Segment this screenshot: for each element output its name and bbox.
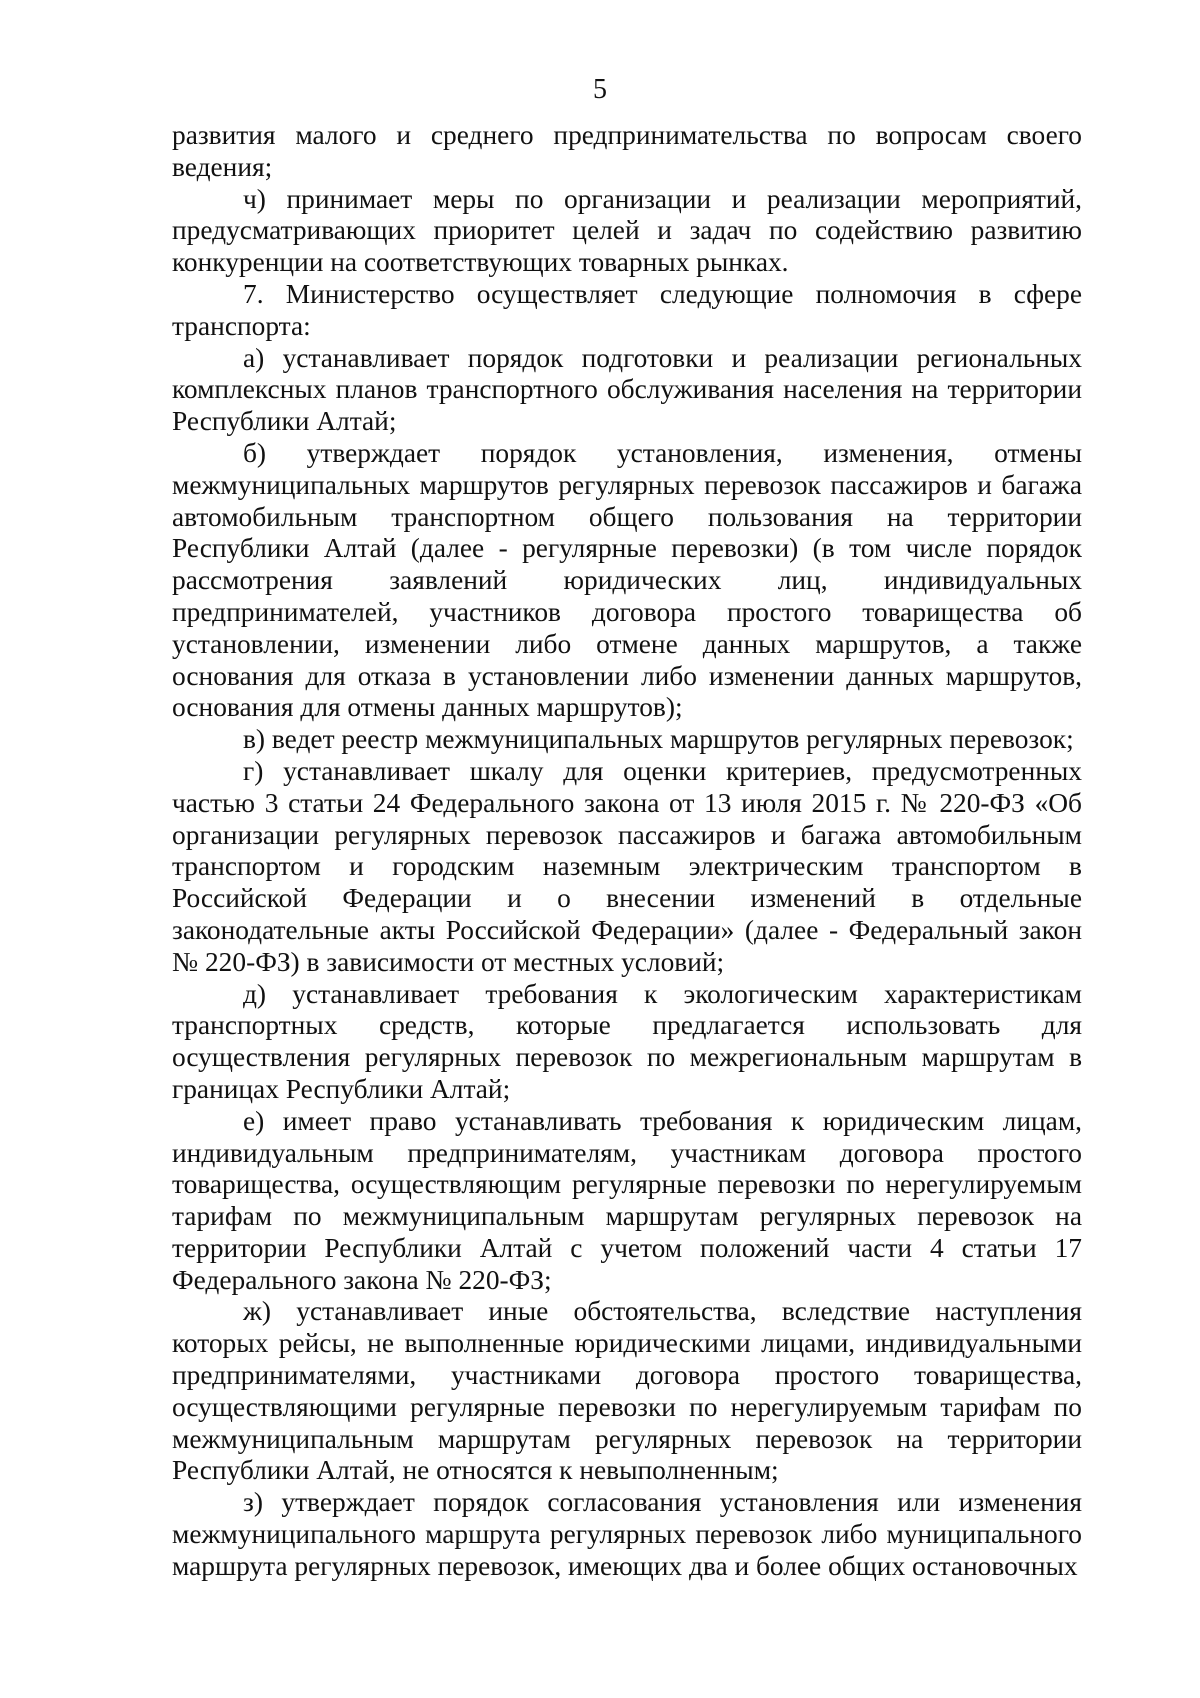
paragraph-item-zh: ж) устанавливает иные обстоятельства, вследствие наступления которых рейсы, не выполненные юридическими лицами, индивидуальными предпринимателями, участниками договора простого товарищества, осуществляющими регулярные перевозки по нерегулируемым тарифам по межмуниципальным маршрутам регулярных перевозок на территории Республики Алтай, не относятся к невыполненным; bbox=[172, 1296, 1082, 1486]
paragraph-continuation: развития малого и среднего предпринимательства по вопросам своего ведения; bbox=[172, 120, 1082, 182]
paragraph-item-z: з) утверждает порядок согласования установления или изменения межмуниципального маршрута регулярных перевозок либо муниципального маршрута регулярных перевозок, имеющих два и более общих остановочных bbox=[172, 1487, 1082, 1581]
paragraph-item-g: г) устанавливает шкалу для оценки критериев, предусмотренных частью 3 статьи 24 Федерального закона от 13 июля 2015 г. № 220-ФЗ «Об организации регулярных перевозок пассажиров и багажа автомобильным транспортом и городским наземным электрическим транспортом в Российской Федерации и о внесении изменений в отдельные законодательные акты Российской Федерации» (далее - Федеральный закон № 220-ФЗ) в зависимости от местных условий; bbox=[172, 755, 1082, 977]
paragraph-item-b: б) утверждает порядок установления, изменения, отмены межмуниципальных маршрутов регулярных перевозок пассажиров и багажа автомобильным транспортном общего пользования на территории Республики Алтай (далее - регулярные перевозки) (в том числе порядок рассмотрения заявлений юридических лиц, индивидуальных предпринимателей, участников договора простого товарищества об установлении, изменении либо отмене данных маршрутов, а также основания для отказа в установлении либо изменении данных маршрутов, основания для отмены данных маршрутов); bbox=[172, 437, 1082, 723]
page-number: 5 bbox=[593, 74, 607, 105]
paragraph-item-ch: ч) принимает меры по организации и реализации мероприятий, предусматривающих приоритет целей и задач по содействию развитию конкуренции на соответствующих товарных рынках. bbox=[172, 183, 1082, 278]
paragraph-item-e: е) имеет право устанавливать требования к юридическим лицам, индивидуальным предпринимателям, участникам договора простого товарищества, осуществляющим регулярные перевозки по нерегулируемым тарифам по межмуниципальным маршрутам регулярных перевозок на территории Республики Алтай с учетом положений части 4 статьи 17 Федерального закона № 220-ФЗ; bbox=[172, 1105, 1082, 1295]
document-body bbox=[172, 120, 1082, 1583]
paragraph-section-7: 7. Министерство осуществляет следующие полномочия в сфере транспорта: bbox=[172, 278, 1082, 341]
paragraph-item-v: в) ведет реестр межмуниципальных маршрутов регулярных перевозок; bbox=[243, 724, 1074, 755]
paragraph-item-d: д) устанавливает требования к экологическим характеристикам транспортных средств, которые предлагается использовать для осуществления регулярных перевозок по межрегиональным маршрутам в границах Республики Алтай; bbox=[172, 978, 1082, 1104]
paragraph-item-a: а) устанавливает порядок подготовки и реализации региональных комплексных планов транспортного обслуживания населения на территории Республики Алтай; bbox=[172, 342, 1082, 437]
